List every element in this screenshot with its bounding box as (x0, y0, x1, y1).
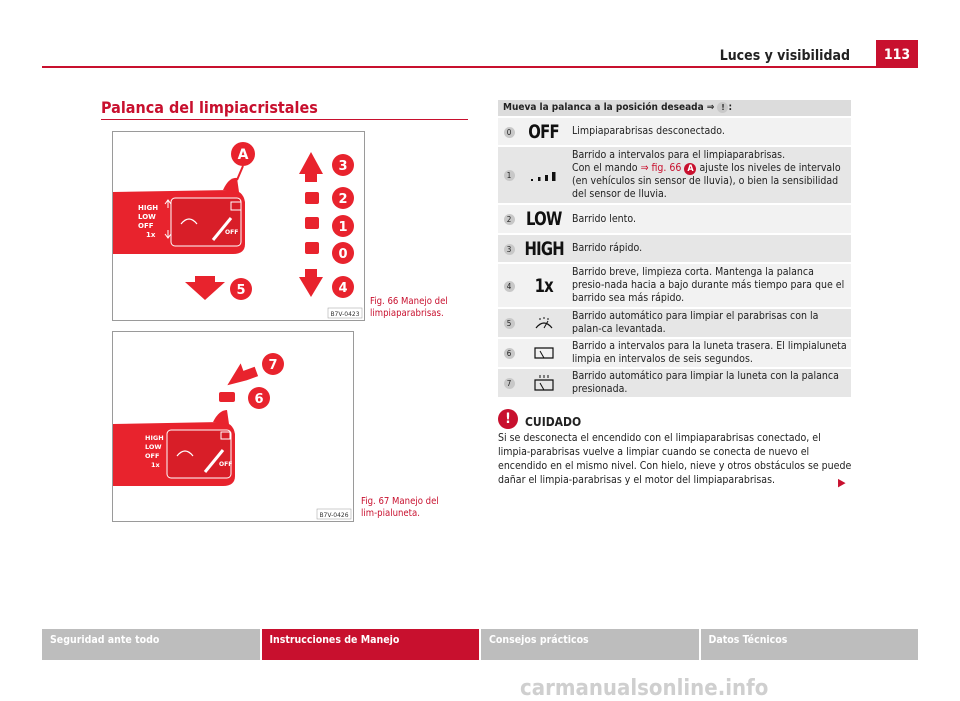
figure-67-rear-wiper-lever (112, 331, 354, 522)
watermark: carmanualsonline.info (520, 676, 769, 701)
table-row: 6 Barrido a intervalos para la luneta trasera. El limpialuneta limpia en intervalos de seis segundos. (498, 339, 851, 367)
caution-text: Si se desconecta el encendido con el limpiaparabrisas conectado, el limpia-parabrisas vuelve a limpiar cuando se conecta de nuevo el encendido en el mismo nivel. Con hielo, nieve y otros obstáculos se puede dañar el limpia-parabrisas y el motor del limpiaparabrisas. (498, 432, 852, 486)
table-row: 4 1x Barrido breve, limpieza corta. Mantenga la palanca presio-nada hacia a bajo durante más tiempo para que el barrido sea más rápido. (498, 264, 851, 307)
arrow-down-right (299, 269, 323, 297)
footer-nav (42, 629, 918, 660)
table-row: 3 HIGH Barrido rápido. (498, 235, 851, 262)
lever-label-1x: 1x (146, 231, 156, 239)
arrow-up (299, 152, 323, 182)
label-5: 5 (236, 283, 246, 298)
label-7: 7 (268, 358, 278, 373)
label-0: 0 (338, 247, 348, 262)
interval-icon (529, 168, 559, 182)
figure-67-caption: Fig. 67 Manejo del lim-pialuneta. (361, 496, 439, 519)
figure-code: B7V-0426 (319, 512, 349, 519)
lever-label-high: HIGH (138, 204, 159, 212)
windscreen-washer-icon (533, 315, 555, 331)
table-row: 2 LOW Barrido lento. (498, 205, 851, 233)
table-header: Mueva la palanca a la posición deseada ⇒ ! : (498, 100, 851, 116)
label-6: 6 (254, 392, 264, 407)
label-2: 2 (338, 192, 348, 207)
caution-title: CUIDADO (525, 415, 582, 429)
header-rule (42, 66, 876, 68)
lever-label-low: LOW (138, 213, 156, 221)
label-3: 3 (338, 159, 348, 174)
lever-knob (223, 178, 239, 192)
rear-washer-icon (532, 374, 556, 392)
arrow-down-left (185, 276, 225, 300)
arrow-up (222, 359, 258, 387)
figure-66-wiper-lever (112, 131, 365, 321)
svg-text:OFF: OFF (225, 229, 239, 236)
footer-tab-instrucciones[interactable]: Instrucciones de Manejo (262, 629, 480, 660)
table-row: 1 Barrido a intervalos para el limpiaparabrisas. Con el mando ⇒ fig. 66 A ajuste los niveles de intervalo (en vehículos sin sensor de lluvia), o bien la sensibilidad del sensor de lluvia. (498, 147, 851, 203)
off-symbol: OFF (528, 120, 560, 143)
svg-text:OFF: OFF (219, 461, 233, 468)
label-1: 1 (338, 220, 348, 235)
table-row: 7 Barrido automático para limpiar la luneta con la palanca presionada. (498, 369, 851, 397)
section-title: Palanca del limpiacristales (101, 98, 318, 117)
lever-label-high: HIGH (145, 434, 164, 442)
table-row: 5 Barrido automático para limpiar el parabrisas con la palan-ca levantada. (498, 309, 851, 337)
lever-label-off: OFF (138, 222, 154, 230)
caution-icon: ! (498, 409, 518, 429)
footer-tab-datos[interactable]: Datos Técnicos (701, 629, 919, 660)
section-rule (101, 119, 468, 120)
rear-wiper-icon (532, 345, 556, 361)
page-number: 113 (876, 40, 918, 68)
figure-code: B7V-0423 (330, 311, 360, 318)
label-4: 4 (338, 281, 348, 296)
lever-label-low: LOW (145, 443, 162, 451)
one-x-symbol: 1x (534, 274, 554, 297)
low-symbol: LOW (526, 208, 562, 230)
control-A-badge: A (684, 163, 696, 175)
label-A: A (237, 147, 249, 163)
footer-tab-consejos[interactable]: Consejos prácticos (481, 629, 699, 660)
position-table (498, 100, 851, 397)
chapter-title: Luces y visibilidad (719, 48, 850, 64)
lever-label-1x: 1x (151, 461, 160, 469)
table-row: 0 OFF Limpiaparabrisas desconectado. (498, 118, 851, 145)
lever-label-off: OFF (145, 452, 160, 460)
figure-66-caption: Fig. 66 Manejo del limpiaparabrisas. (370, 296, 448, 319)
footer-tab-seguridad[interactable]: Seguridad ante todo (42, 629, 260, 660)
high-symbol: HIGH (524, 237, 564, 260)
continue-arrow-icon: ▶ (838, 476, 846, 489)
warning-ref-icon: ! (717, 102, 728, 113)
